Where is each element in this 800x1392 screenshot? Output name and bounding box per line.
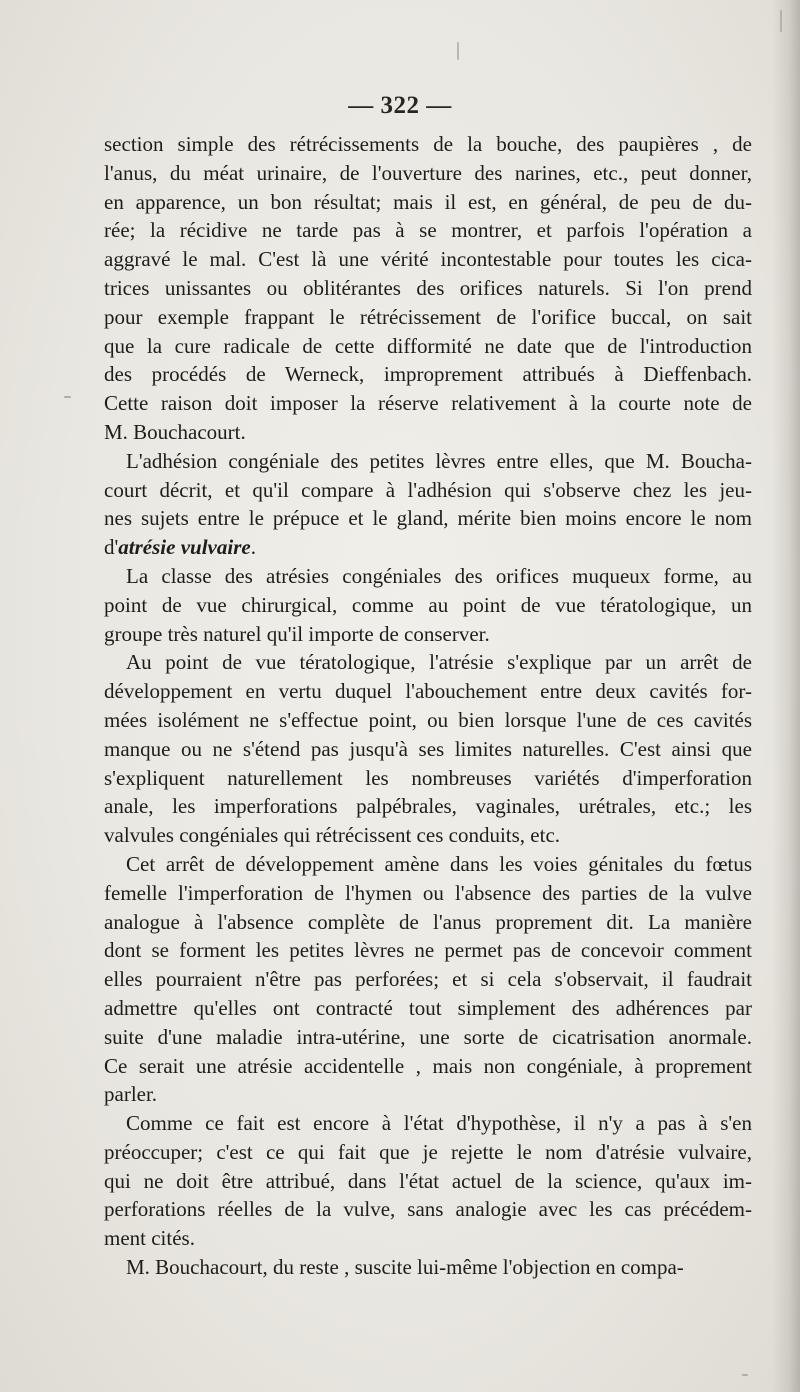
text-fragment: . (250, 535, 256, 560)
text-line: aggravé le mal. C'est là une vérité incontestable pour toutes les cica- (104, 247, 752, 272)
text-line: Comme ce fait est encore à l'état d'hypothèse, il n'y a pas à s'en (126, 1111, 752, 1136)
scan-speck (742, 1374, 748, 1376)
body-text (104, 130, 752, 1282)
text-line: section simple des rétrécissements de la bouche, des paupières , de (104, 132, 752, 156)
text-line: point de vue chirurgical, comme au point de vue tératologique, un (104, 592, 752, 617)
text-fragment: d' (104, 535, 119, 560)
scan-speck (457, 42, 459, 60)
text-line: dont se forment les petites lèvres ne permet pas de concevoir comment (104, 938, 752, 963)
scan-speck (64, 396, 71, 398)
text-line: développement en vertu duquel l'abouchement entre deux cavités for- (104, 679, 752, 704)
text-line: manque ou ne s'étend pas jusqu'à ses limites naturelles. C'est ainsi que (104, 736, 752, 761)
text-line: parler. (104, 1082, 158, 1107)
text-line: analogue à l'absence complète de l'anus proprement dit. La manière (104, 909, 752, 934)
text-line: Cette raison doit imposer la réserve relativement à la courte note de (104, 391, 752, 416)
paragraph (104, 130, 752, 447)
text-line: M. Bouchacourt, du reste , suscite lui-même l'objection en compa- (126, 1255, 684, 1280)
scan-speck (780, 10, 782, 32)
text-line: Cet arrêt de développement amène dans les voies génitales du fœtus (126, 851, 752, 876)
text-line: perforations réelles de la vulve, sans analogie avec les cas précédem- (104, 1197, 752, 1222)
text-line: rée; la récidive ne tarde pas à se montrer, et parfois l'opération a (104, 218, 752, 243)
text-line: pour exemple frappant le rétrécissement de l'orifice buccal, on sait (104, 304, 752, 329)
paragraph (104, 648, 752, 850)
text-line: court décrit, et qu'il compare à l'adhésion qui s'observe chez les jeu- (104, 477, 752, 502)
italic-term: atrésie vulvaire (118, 535, 251, 560)
text-line: admettre qu'elles ont contracté tout simplement des adhérences par (104, 995, 752, 1020)
page-edge-shadow (772, 0, 800, 1392)
text-line (104, 533, 752, 562)
text-line: elles pourraient n'être pas perforées; et si cela s'observait, il faudrait (104, 967, 752, 992)
text-line: ment cités. (104, 1226, 195, 1251)
text-line: suite d'une maladie intra-utérine, une sorte de cicatrisation anormale. (104, 1024, 752, 1049)
text-line: anale, les imperforations palpébrales, vaginales, urétrales, etc.; les (104, 794, 752, 819)
text-line: Au point de vue tératologique, l'atrésie s'explique par un arrêt de (126, 650, 752, 675)
paragraph (104, 447, 752, 562)
page-number: — 322 — (348, 92, 452, 119)
text-line: des procédés de Werneck, improprement attribués à Dieffenbach. (104, 362, 752, 387)
text-line: nes sujets entre le prépuce et le gland, mérite bien moins encore le nom (104, 506, 752, 531)
text-line: La classe des atrésies congéniales des orifices muqueux forme, au (126, 563, 752, 588)
paragraph (104, 562, 752, 648)
text-line: Ce serait une atrésie accidentelle , mais non congéniale, à proprement (104, 1053, 752, 1078)
text-line: groupe très naturel qu'il importe de conserver. (104, 621, 490, 646)
text-line: préoccuper; c'est ce qui fait que je rejette le nom d'atrésie vulvaire, (104, 1139, 752, 1164)
text-line: mées isolément ne s'effectue point, ou bien lorsque l'une de ces cavités (104, 707, 752, 732)
text-line: en apparence, un bon résultat; mais il est, en général, de peu de du- (104, 189, 752, 214)
paragraph (104, 1109, 752, 1253)
text-line: M. Bouchacourt. (104, 419, 246, 444)
text-line: que la cure radicale de cette difformité ne date que de l'introduction (104, 333, 752, 358)
text-line: L'adhésion congéniale des petites lèvres entre elles, que M. Boucha- (126, 448, 752, 473)
text-line: qui ne doit être attribué, dans l'état actuel de la science, qu'aux im- (104, 1168, 752, 1193)
text-line: valvules congéniales qui rétrécissent ces conduits, etc. (104, 823, 561, 848)
text-line: l'anus, du méat urinaire, de l'ouverture des narines, etc., peut donner, (104, 160, 752, 185)
paragraph (104, 1253, 752, 1282)
text-line: trices unissantes ou oblitérantes des orifices naturels. Si l'on prend (104, 275, 752, 300)
paragraph (104, 850, 752, 1109)
text-line: s'expliquent naturellement les nombreuses variétés d'imperforation (104, 765, 752, 790)
text-line: femelle l'imperforation de l'hymen ou l'absence des parties de la vulve (104, 880, 752, 905)
